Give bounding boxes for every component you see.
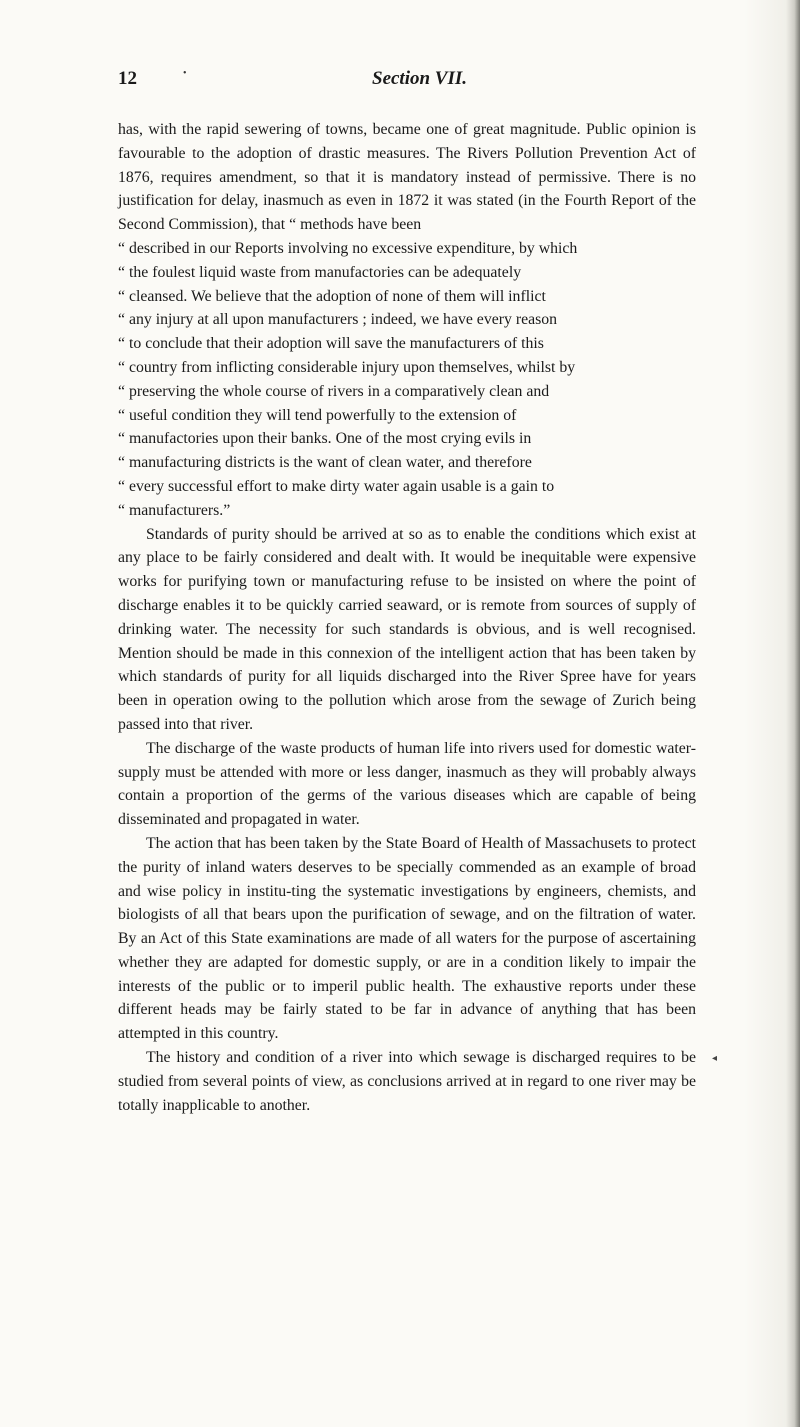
body-text (118, 118, 696, 1117)
paragraph-continuation: has, with the rapid sewering of towns, became one of great magnitude. Public opinion is favourable to the adoption of drastic measures. The Rivers Pollution Prevention Act of 1876, requires amendment, so that it is mandatory instead of permissive. There is no justification for delay, inasmuch as even in 1872 it was stated (in the Fourth Report of the Second Commission), that “ methods have been (118, 121, 696, 234)
page-edge-shadow (786, 0, 800, 1427)
quoted-line: “ cleansed. We believe that the adoption of none of them will inflict (118, 287, 546, 305)
paragraph-standards: Standards of purity should be arrived at so as to enable the conditions which exist at any place to be fairly considered and dealt with. It would be inequitable were expensive works for purifying town or manufacturing refuse to be insisted on where the point of discharge enables it to be quickly carried seaward, or is remote from sources of supply of drinking water. The necessity for such standards is obvious, and is well recognised. Mention should be made in this connexion of the intelligent action that has been taken by which standards of purity for all liquids discharged into the River Spree have for years been in operation owing to the pollution which arose from the sewage of Zurich being passed into that river. (118, 525, 696, 733)
section-title: Section VII. (372, 68, 468, 89)
quoted-line: “ described in our Reports involving no excessive expenditure, by which (118, 239, 578, 257)
page-number: 12 (118, 68, 137, 89)
quoted-line: “ preserving the whole course of rivers in a comparatively clean and (118, 382, 550, 400)
quoted-line: “ country from inflicting considerable injury upon themselves, whilst by (118, 358, 576, 376)
quoted-line: “ the foulest liquid waste from manufactories can be adequately (118, 263, 522, 281)
quoted-line: “ any injury at all upon manufacturers ; indeed, we have every reason (118, 311, 558, 329)
quoted-line: “ useful condition they will tend powerfully to the extension of (118, 406, 517, 424)
paragraph-discharge: The discharge of the waste products of human life into rivers used for domestic water-supply must be attended with more or less danger, inasmuch as they will probably always contain a proportion of the germs of the various diseases which are capable of being disseminated and propagated in water. (118, 739, 696, 829)
quoted-line: “ manufactories upon their banks. One of the most crying evils in (118, 430, 532, 448)
quoted-line: “ to conclude that their adoption will save the manufacturers of this (118, 335, 544, 353)
paragraph-massachusets: The action that has been taken by the State Board of Health of Massachusets to protect the purity of inland waters deserves to be specially commended as an example of broad and wise policy in institu-ting the systematic investigations by engineers, chemists, and biologists of all that bears upon the purification of sewage, and on the filtration of water. By an Act of this State examinations are made of all waters for the purpose of ascertaining whether they are adapted for domestic supply, or are in a condition likely to impair the interests of the public or to imperil public health. The exhaustive reports under these different heads may be fairly stated to be far in advance of anything that has been attempted in this country. (118, 834, 696, 1043)
quoted-line: “ manufacturers.” (118, 501, 231, 519)
page-header (0, 46, 800, 89)
margin-mark-icon: ◂ (712, 1053, 718, 1064)
quoted-line: “ every successful effort to make dirty water again usable is a gain to (118, 477, 555, 495)
paragraph-river-history: The history and condition of a river into which sewage is discharged requires to be studied from several points of view, as conclusions arrived at in regard to one river may be totally inapplicable to another. (118, 1049, 696, 1114)
ink-speck-icon: • (183, 68, 187, 79)
quoted-line: “ manufacturing districts is the want of clean water, and therefore (118, 454, 532, 472)
